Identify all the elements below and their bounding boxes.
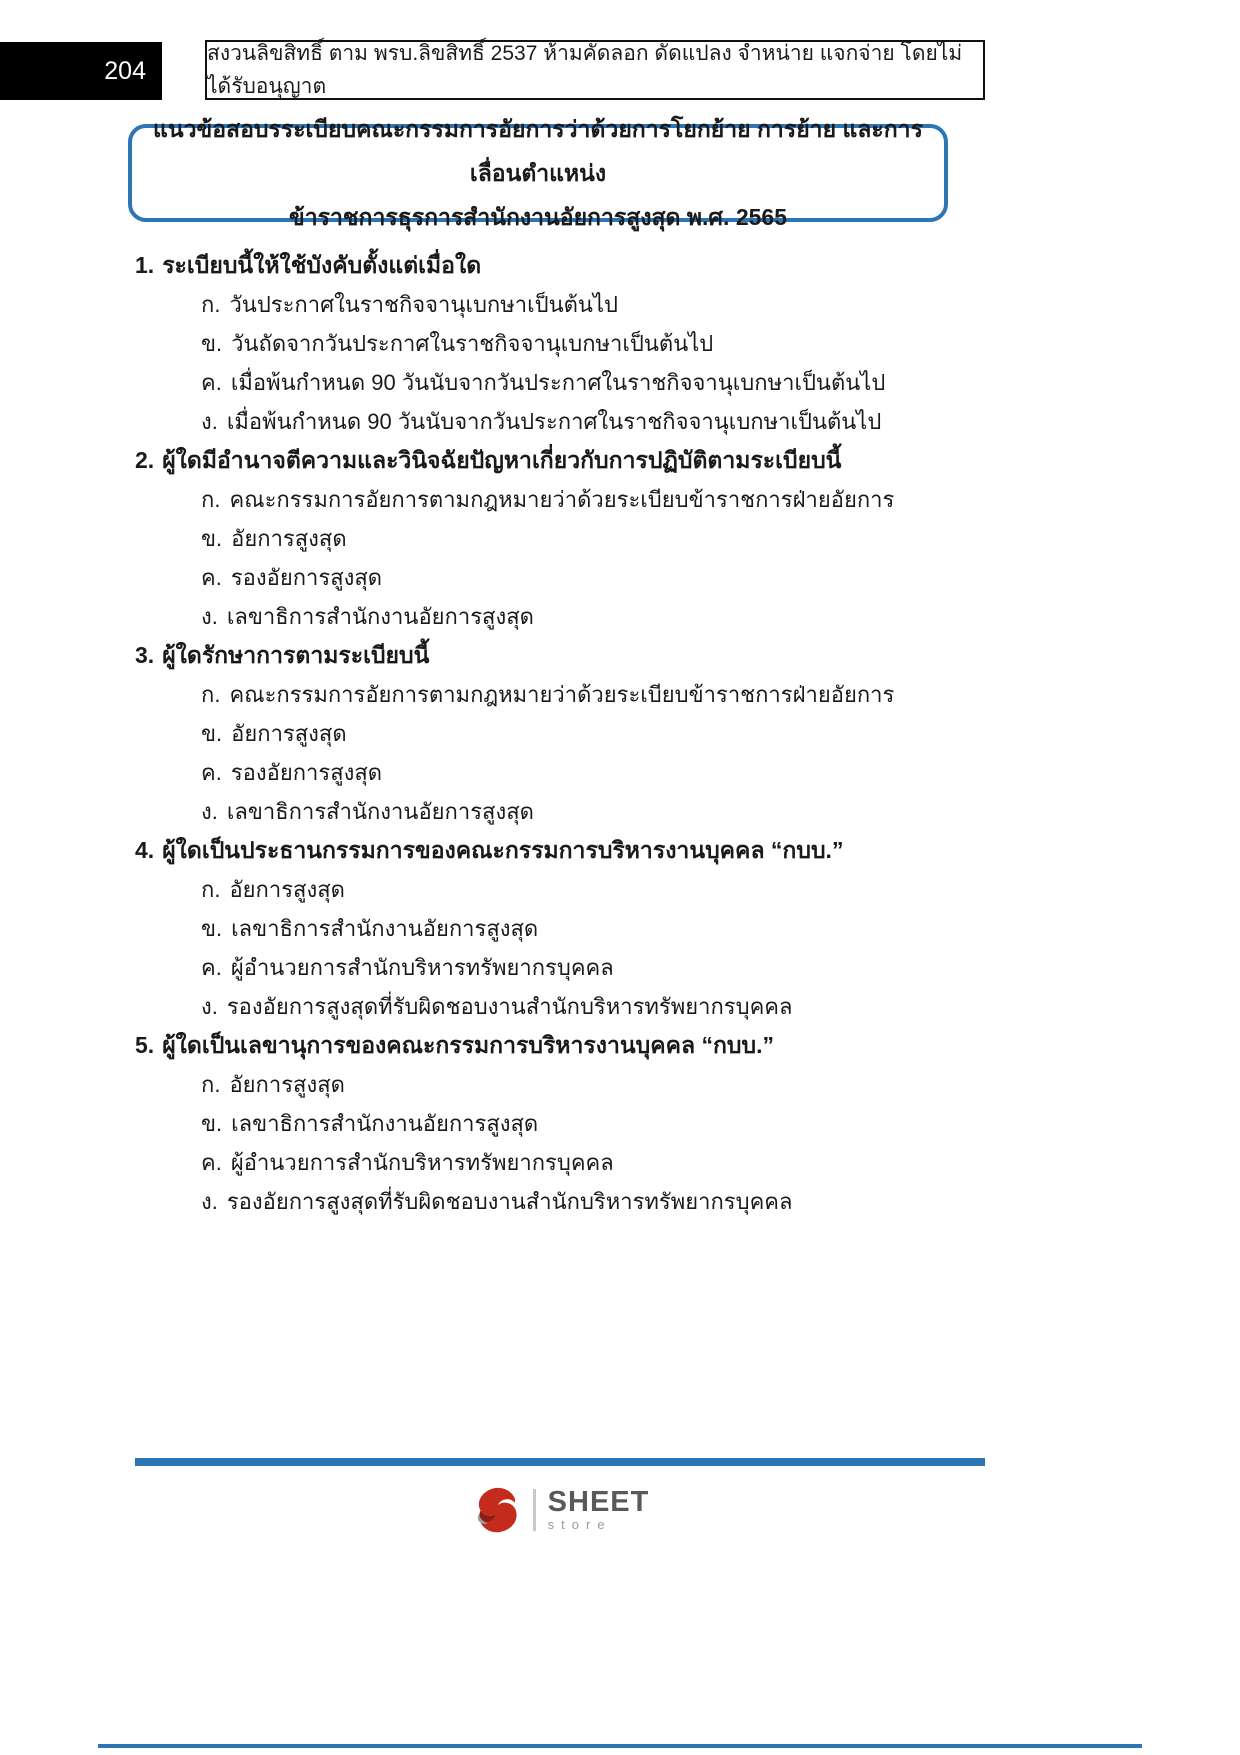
choice-row	[135, 909, 1015, 948]
choice-row	[135, 1104, 1015, 1143]
choice-row	[135, 948, 1015, 987]
copyright-banner	[205, 40, 985, 100]
choice-label: ค.	[201, 955, 222, 980]
copyright-text: สงวนลิขสิทธิ์ ตาม พรบ.ลิขสิทธิ์ 2537 ห้ามคัดลอก ดัดแปลง จำหน่าย แจกจ่าย โดยไม่ได้รับอนุญาต	[207, 42, 963, 98]
page-number	[0, 42, 162, 100]
choice-row	[135, 597, 1015, 636]
brand-logo	[135, 1478, 985, 1542]
choice-row	[135, 1065, 1015, 1104]
title-box	[128, 116, 948, 230]
choice-row	[135, 324, 1015, 363]
choice-label: ง.	[201, 1189, 218, 1214]
question-text: ระเบียบนี้ให้ใช้บังคับตั้งแต่เมื่อใด	[162, 251, 482, 278]
choice-text: วันถัดจากวันประกาศในราชกิจจานุเบกษาเป็นต้นไป	[231, 331, 714, 356]
choice-row	[135, 753, 1015, 792]
choice-label: ข.	[201, 916, 223, 941]
question-text: ผู้ใดมีอำนาจตีความและวินิจฉัยปัญหาเกี่ยวกับการปฏิบัติตามระเบียบนี้	[162, 446, 842, 473]
choice-label: ข.	[201, 721, 223, 746]
choice-label: ง.	[201, 604, 218, 629]
choice-text: เลขาธิการสำนักงานอัยการสูงสุด	[226, 799, 534, 824]
question-heading	[135, 1026, 1015, 1065]
choice-text: คณะกรรมการอัยการตามกฎหมายว่าด้วยระเบียบข้าราชการฝ่ายอัยการ	[229, 487, 895, 512]
choice-label: ข.	[201, 1111, 223, 1136]
question-block	[135, 636, 1015, 831]
question-text: ผู้ใดรักษาการตามระเบียบนี้	[162, 641, 430, 668]
question-number: 4.	[135, 837, 155, 863]
choice-text: อัยการสูงสุด	[231, 721, 347, 746]
choice-text: รองอัยการสูงสุดที่รับผิดชอบงานสำนักบริหารทรัพยากรบุคคล	[226, 994, 793, 1019]
choice-text: วันประกาศในราชกิจจานุเบกษาเป็นต้นไป	[229, 292, 618, 317]
question-block	[135, 441, 1015, 636]
brand-text	[548, 1487, 650, 1533]
question-text: ผู้ใดเป็นประธานกรรมการของคณะกรรมการบริหารงานบุคคล “กบบ.”	[162, 836, 844, 863]
choice-text: อัยการสูงสุด	[229, 1072, 345, 1097]
choice-text: เมื่อพ้นกำหนด 90 วันนับจากวันประกาศในราชกิจจานุเบกษาเป็นต้นไป	[230, 370, 886, 395]
choice-row	[135, 870, 1015, 909]
title-line-2: ข้าราชการธุรการสำนักงานอัยการสูงสุด พ.ศ. 2565	[289, 204, 787, 230]
choice-text: คณะกรรมการอัยการตามกฎหมายว่าด้วยระเบียบข้าราชการฝ่ายอัยการ	[229, 682, 895, 707]
choice-text: อัยการสูงสุด	[229, 877, 345, 902]
choice-row	[135, 1143, 1015, 1182]
question-number: 3.	[135, 642, 155, 668]
choice-row	[135, 480, 1015, 519]
choice-label: ค.	[201, 1150, 222, 1175]
choice-text: เลขาธิการสำนักงานอัยการสูงสุด	[226, 604, 534, 629]
choice-text: อัยการสูงสุด	[231, 526, 347, 551]
choice-text: รองอัยการสูงสุด	[230, 760, 383, 785]
question-text: ผู้ใดเป็นเลขานุการของคณะกรรมการบริหารงานบุคคล “กบบ.”	[162, 1031, 774, 1058]
choice-label: ก.	[201, 1072, 221, 1097]
choice-text: รองอัยการสูงสุดที่รับผิดชอบงานสำนักบริหารทรัพยากรบุคคล	[226, 1189, 793, 1214]
question-number: 2.	[135, 447, 155, 473]
choice-label: ค.	[201, 565, 222, 590]
choice-label: ก.	[201, 877, 221, 902]
question-number: 1.	[135, 252, 155, 278]
choice-row	[135, 363, 1015, 402]
choice-row	[135, 1182, 1015, 1221]
footer-divider-bar	[135, 1458, 985, 1466]
question-block	[135, 1026, 1015, 1221]
choice-text: เมื่อพ้นกำหนด 90 วันนับจากวันประกาศในราชกิจจานุเบกษาเป็นต้นไป	[226, 409, 882, 434]
question-number: 5.	[135, 1032, 155, 1058]
question-heading	[135, 246, 1015, 285]
choice-row	[135, 714, 1015, 753]
choice-label: ก.	[201, 682, 221, 707]
choice-row	[135, 558, 1015, 597]
question-list	[135, 246, 1015, 1221]
choice-row	[135, 285, 1015, 324]
choice-label: ก.	[201, 292, 221, 317]
choice-row	[135, 519, 1015, 558]
choice-label: ง.	[201, 994, 218, 1019]
choice-text: ผู้อำนวยการสำนักบริหารทรัพยากรบุคคล	[230, 1150, 614, 1175]
brand-divider	[533, 1489, 536, 1531]
page-number-label: 204	[104, 56, 146, 85]
choice-label: ข.	[201, 526, 223, 551]
choice-label: ค.	[201, 370, 222, 395]
question-block	[135, 831, 1015, 1026]
choice-text: รองอัยการสูงสุด	[230, 565, 383, 590]
bottom-page-rule	[98, 1744, 1142, 1748]
brand-subtitle: store	[547, 1517, 612, 1532]
choice-text: เลขาธิการสำนักงานอัยการสูงสุด	[231, 916, 539, 941]
question-heading	[135, 636, 1015, 675]
choice-label: ง.	[201, 409, 218, 434]
choice-row	[135, 675, 1015, 714]
choice-row	[135, 987, 1015, 1026]
choice-text: ผู้อำนวยการสำนักบริหารทรัพยากรบุคคล	[230, 955, 614, 980]
question-block	[135, 246, 1015, 441]
question-heading	[135, 441, 1015, 480]
brand-name: SHEET	[547, 1486, 650, 1518]
question-heading	[135, 831, 1015, 870]
choice-text: เลขาธิการสำนักงานอัยการสูงสุด	[231, 1111, 539, 1136]
sheet-store-swirl-icon	[471, 1484, 523, 1536]
choice-label: ก.	[201, 487, 221, 512]
choice-label: ง.	[201, 799, 218, 824]
choice-row	[135, 402, 1015, 441]
choice-label: ข.	[201, 331, 223, 356]
choice-label: ค.	[201, 760, 222, 785]
title-line-1: แนวข้อสอบรระเบียบคณะกรรมการอัยการว่าด้วยการโยกย้าย การย้าย และการเลื่อนตำแหน่ง	[153, 116, 923, 186]
choice-row	[135, 792, 1015, 831]
